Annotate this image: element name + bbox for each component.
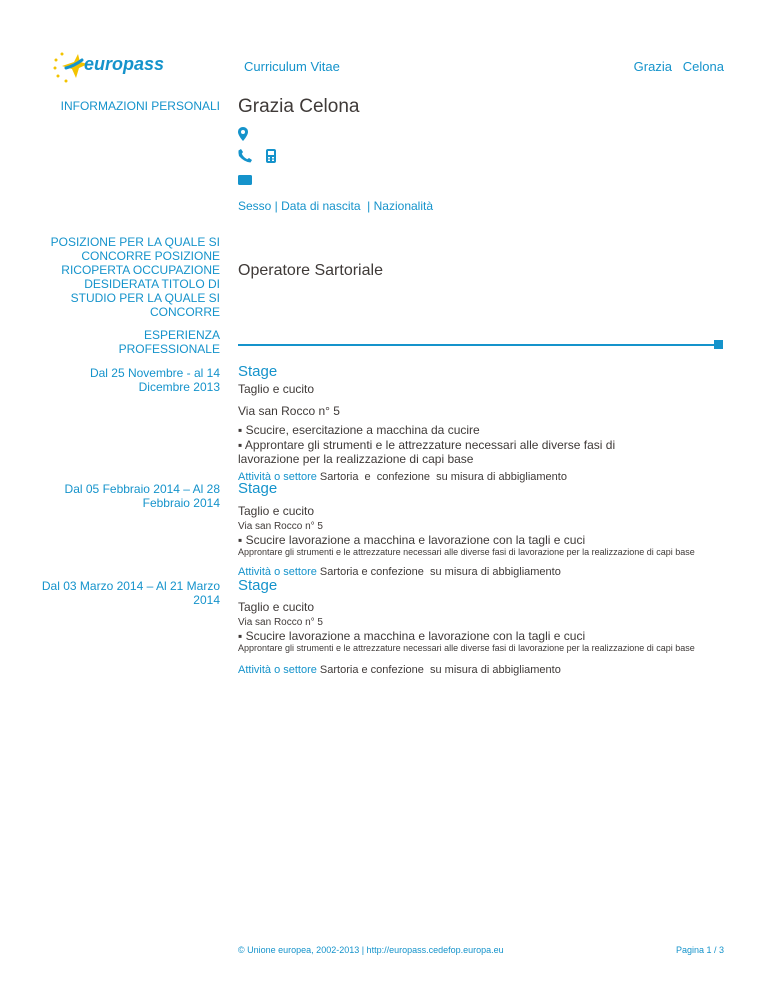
entry-1-subtitle: Taglio e cucito [238, 382, 315, 396]
location-row [238, 127, 248, 146]
doc-title: Curriculum Vitae [244, 59, 340, 74]
entry-3-sector-value: Sartoria e confezione su misura di abbigliamento [316, 664, 561, 676]
entry-1-sector [238, 470, 567, 484]
entry-1-bullet-1: ▪ Scucire, esercitazione a macchina da cucire [238, 423, 480, 437]
position-value: Operatore Sartoriale [238, 262, 383, 279]
personal-info-label: INFORMAZIONI PERSONALI [60, 99, 220, 113]
email-icon [238, 175, 252, 185]
entry-1-title: Stage [238, 363, 278, 380]
full-name: Grazia Celona [238, 96, 360, 117]
entry-3-date: Dal 03 Marzo 2014 – Al 21 Marzo 2014 [41, 579, 220, 607]
entry-2-date: Dal 05 Febbraio 2014 – Al 28 Febbraio 2014 [64, 482, 220, 510]
entry-3-sector-label: Attività o settore [238, 664, 317, 676]
footer-copyright[interactable]: © Unione europea, 2002-2013 | http://europass.cedefop.europa.eu [238, 945, 504, 955]
entry-2-subtitle: Taglio e cucito [238, 504, 315, 518]
entry-3-sector [238, 663, 561, 677]
europass-logo [52, 48, 165, 84]
entry-1-address: Via san Rocco n° 5 [238, 404, 340, 418]
entry-3-address: Via san Rocco n° 5 [238, 617, 323, 628]
entry-2-title: Stage [238, 480, 278, 497]
footer-page: Pagina 1 / 3 [675, 945, 724, 955]
entry-3-bullet: ▪ Scucire lavorazione a macchina e lavorazione con la tagli e cuci [238, 629, 586, 643]
section-divider-square [714, 340, 723, 349]
phone-icon [238, 149, 252, 163]
experience-label: ESPERIENZA PROFESSIONALE [118, 328, 220, 356]
entry-2-extra: Approntare gli strumenti e le attrezzature necessari alle diverse fasi di lavorazione per la realizzazione di capi base [238, 547, 695, 557]
entry-1-bullet-2: ▪ Approntare gli strumenti e le attrezzature necessari alle diverse fasi di lavorazione per la realizzazione di capi base [238, 438, 616, 466]
entry-2-sector [238, 565, 561, 579]
location-icon [238, 127, 248, 141]
entry-3-extra: Approntare gli strumenti e le attrezzature necessari alle diverse fasi di lavorazione per la realizzazione di capi base [238, 643, 695, 653]
position-label: POSIZIONE PER LA QUALE SI CONCORRE POSIZIONE RICOPERTA OCCUPAZIONE DESIDERATA TITOLO DI STUDIO PER LA QUALE SI CONCORRE [50, 235, 220, 319]
mobile-icon [266, 149, 276, 163]
header-name: Grazia Celona [633, 59, 724, 74]
entry-1-sector-value: Sartoria e confezione su misura di abbigliamento [316, 471, 567, 483]
entry-2-sector-label: Attività o settore [238, 566, 317, 578]
demographics: Sesso | Data di nascita | Nazionalità [238, 199, 433, 213]
phone-row [238, 149, 276, 168]
entry-1-sector-label: Attività o settore [238, 471, 317, 483]
email-row [238, 172, 252, 190]
entry-3-title: Stage [238, 577, 278, 594]
section-divider [238, 344, 716, 346]
entry-2-sector-value: Sartoria e confezione su misura di abbigliamento [316, 566, 561, 578]
entry-2-address: Via san Rocco n° 5 [238, 521, 323, 532]
logo-text: europass [84, 54, 165, 74]
entry-3-subtitle: Taglio e cucito [238, 600, 315, 614]
entry-2-bullet: ▪ Scucire lavorazione a macchina e lavorazione con la tagli e cuci [238, 533, 586, 547]
entry-1-date: Dal 25 Novembre - al 14 Dicembre 2013 [89, 366, 220, 394]
